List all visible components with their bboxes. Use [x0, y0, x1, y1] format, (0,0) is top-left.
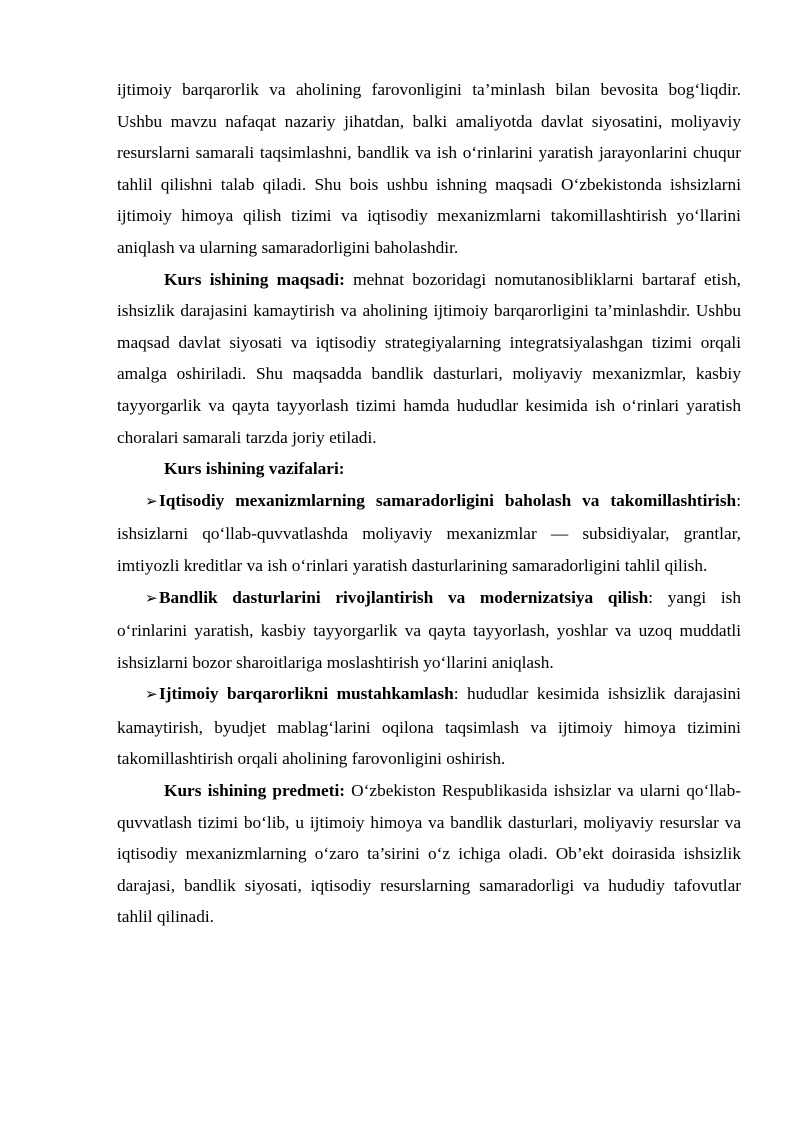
- intro-paragraph: ijtimoiy barqarorlik va aholining farovonligini ta’minlash bilan bevosita bog‘liqdir. Ushbu mavzu nafaqat nazariy jihatdan, balki amaliyotda davlat siyosatini, moliyaviy resurslarni samarali taqsimlashni, bandlik va ish o‘rinlarini yaratish jarayonlarini chuqur tahlil qilishni talab qiladi. Shu bois ushbu ishning maqsadi O‘zbekistonda ishsizlarni ijtimoiy himoya qilish tizimi va iqtisodiy mexanizmlarni takomillashtirish yo‘llarini aniqlash va ularning samaradorligini baholashdir.: [117, 80, 741, 257]
- task-item-3: [117, 678, 741, 775]
- tasks-heading-text: Kurs ishining vazifalari:: [164, 459, 345, 479]
- arrow-bullet-icon: ➢: [145, 687, 158, 704]
- task-item-1: [117, 485, 741, 582]
- task-item-2: [117, 582, 741, 679]
- task-title-3: Ijtimoiy barqarorlikni mustahkamlash: [159, 684, 454, 704]
- arrow-bullet-icon: ➢: [145, 493, 158, 510]
- goal-paragraph: [117, 264, 741, 454]
- task-text-2: : yangi ish o‘rinlarini yaratish, kasbiy tayyorgarlik va qayta tayyorlash, yoshlar va uzoq muddatli ishsizlarni bozor sharoitlariga moslashtirish yo‘llarini aniqlash.: [117, 587, 741, 672]
- subject-label: Kurs ishining predmeti:: [164, 781, 346, 801]
- document-page: [117, 74, 741, 933]
- tasks-heading: [117, 453, 741, 485]
- task-title-1: Iqtisodiy mexanizmlarning samaradorligini baholash va takomillashtirish: [159, 490, 737, 510]
- subject-paragraph: [117, 775, 741, 933]
- goal-label: Kurs ishining maqsadi:: [164, 269, 345, 289]
- task-text-3: : hududlar kesimida ishsizlik darajasini kamaytirish, byudjet mablag‘larini oqilona taqsimlash va ijtimoiy himoya tizimini takomillashtirish orqali aholining farovonligini oshirish.: [117, 684, 741, 769]
- arrow-bullet-icon: ➢: [145, 590, 158, 607]
- task-text-1: : ishsizlarni qo‘llab-quvvatlashda moliyaviy mexanizmlar — subsidiyalar, grantlar, imtiyozli kreditlar va ish o‘rinlari yaratish dasturlarining samaradorligini tahlil qilish.: [117, 490, 741, 575]
- task-title-2: Bandlik dasturlarini rivojlantirish va modernizatsiya qilish: [159, 587, 649, 607]
- subject-text: O‘zbekiston Respublikasida ishsizlar va ularni qo‘llab-quvvatlash tizimi bo‘lib, u ijtimoiy himoya va bandlik dasturlari, moliyaviy resurslar va iqtisodiy mexanizmlarning o‘zaro ta’sirini o‘z ichiga oladi. Ob’ekt doirasida ishsizlik darajasi, bandlik siyosati, iqtisodiy resurslarning samaradorligi va hududiy tafovutlar tahlil qilinadi.: [117, 781, 741, 927]
- goal-text: mehnat bozoridagi nomutanosibliklarni bartaraf etish, ishsizlik darajasini kamaytirish va aholining ijtimoiy barqarorligini ta’minlashdir. Ushbu maqsad davlat siyosati va iqtisodiy strategiyalarning integratsiyalashgan tizimi orqali amalga oshiriladi. Shu maqsadda bandlik dasturlari, moliyaviy mexanizmlar, kasbiy tayyorgarlik va qayta tayyorlash tizimi hamda hududlar kesimida ish o‘rinlari yaratish choralari samarali tarzda joriy etiladi.: [117, 269, 741, 447]
